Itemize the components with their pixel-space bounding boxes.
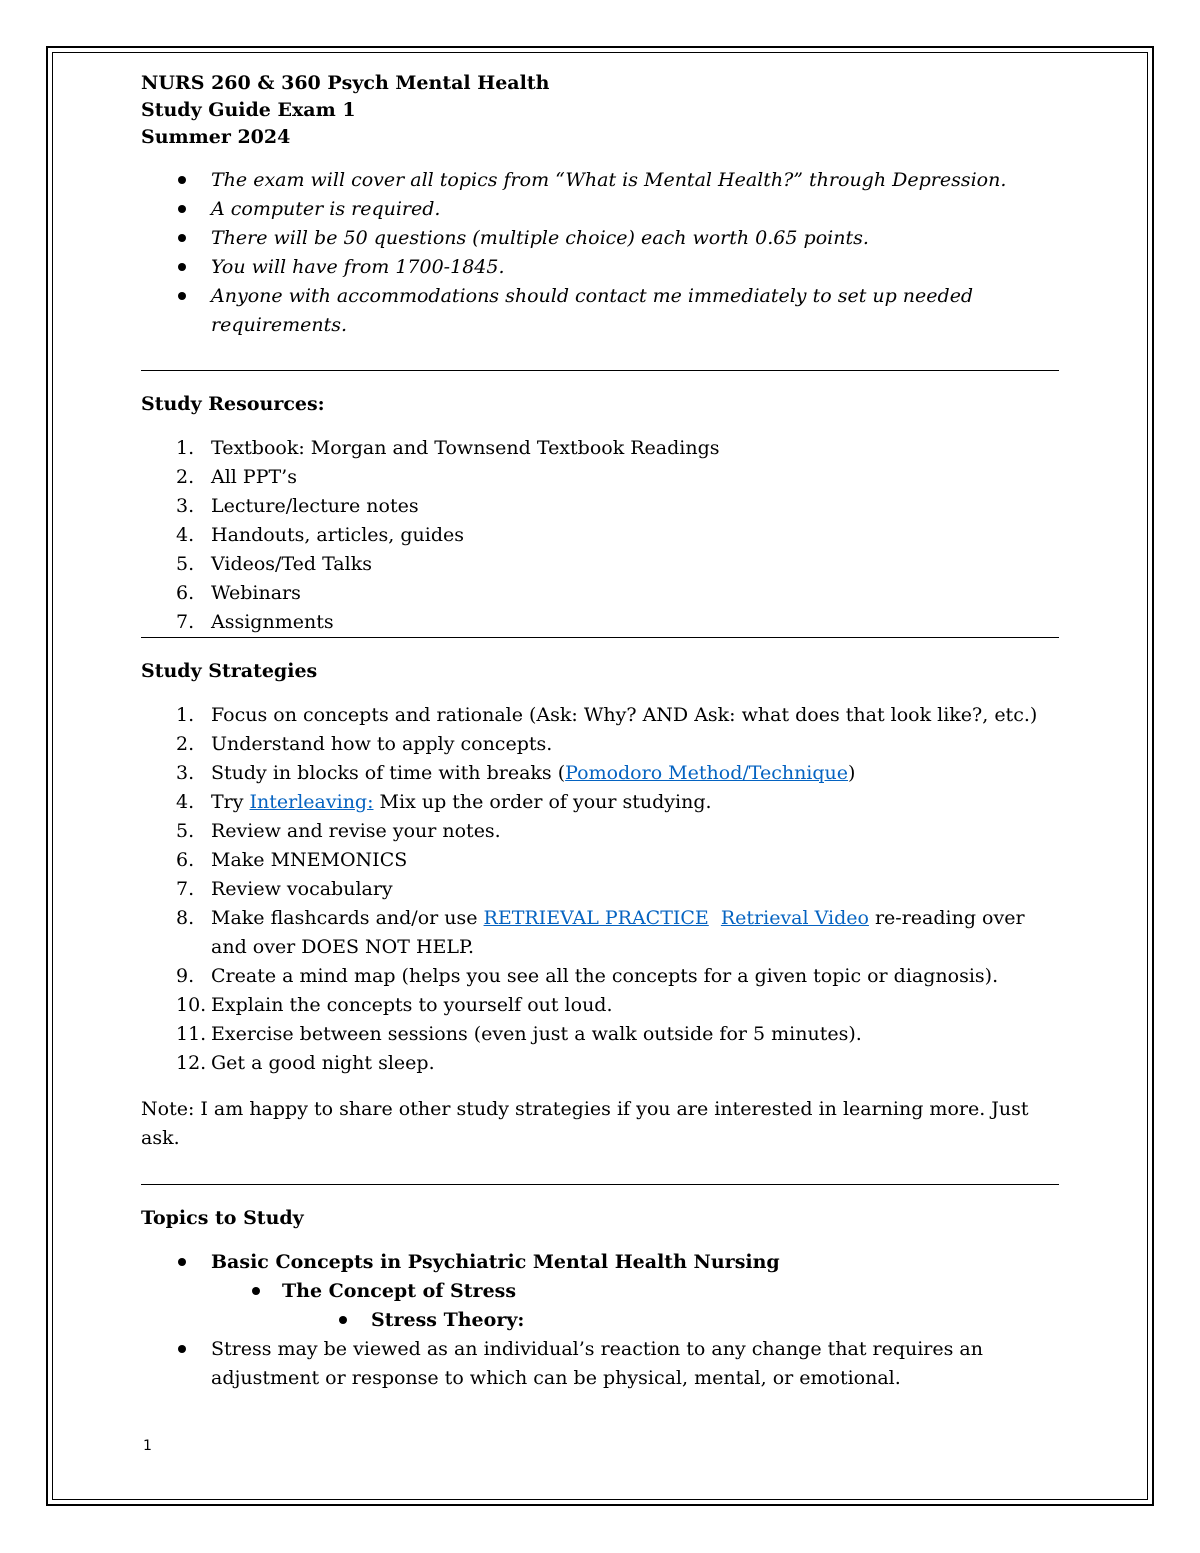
section-divider [141,1184,1059,1185]
list-item: 4. Try Interleaving: Mix up the order of your studying. [176,791,712,813]
list-item: Anyone with accommodations should contact me immediately to set up needed requirements. [141,282,1059,340]
list-item: Stress Theory: [141,1306,1059,1335]
list-item: 3. Lecture/lecture notes [176,495,419,517]
pomodoro-link[interactable]: Pomodoro Method/Technique [565,762,849,784]
bullet-icon [178,1258,186,1266]
list-item: 5. Review and revise your notes. [176,820,501,842]
section-divider [141,370,1059,371]
bullet-icon [178,176,186,184]
list-item: 2. Understand how to apply concepts. [176,733,553,755]
retrieval-practice-link[interactable]: RETRIEVAL PRACTICE [483,907,709,929]
list-item: 1. Textbook: Morgan and Townsend Textbook Readings [176,437,720,459]
list-item: 9. Create a mind map (helps you see all the concepts for a given topic or diagnosis). [176,965,999,987]
list-item: 6. Webinars [176,582,301,604]
topics-heading: Topics to Study [141,1207,304,1229]
list-item: The Concept of Stress [141,1277,1059,1306]
list-item: You will have from 1700-1845. [141,253,1059,282]
study-strategies-list [141,701,1059,1078]
list-item: 10. Explain the concepts to yourself out loud. [176,994,613,1016]
study-resources-list [141,434,1059,637]
list-item: 7. Review vocabulary [176,878,393,900]
list-item: 1. Focus on concepts and rationale (Ask: Why? AND Ask: what does that look like?, etc.) [176,704,1038,726]
list-item: Stress may be viewed as an individual’s reaction to any change that requires an adjustment or response to which can be physical, mental, or emotional. [141,1335,1059,1393]
list-item: There will be 50 questions (multiple choice) each worth 0.65 points. [141,224,1059,253]
list-item: 7. Assignments [176,611,334,633]
list-item: 5. Videos/Ted Talks [176,553,372,575]
list-item: Basic Concepts in Psychiatric Mental Health Nursing [141,1248,1059,1277]
bullet-icon [252,1287,260,1295]
guide-title: Study Guide Exam 1 [141,99,356,121]
list-item: The exam will cover all topics from “What is Mental Health?” through Depression. [141,166,1059,195]
topics-list [141,1248,1059,1393]
study-strategies-heading: Study Strategies [141,660,318,682]
bullet-icon [178,234,186,242]
term-title: Summer 2024 [141,126,291,148]
list-item: 4. Handouts, articles, guides [176,524,464,546]
exam-info-list [141,166,1059,340]
page-number: 1 [143,1438,152,1454]
list-item: A computer is required. [141,195,1059,224]
bullet-icon [178,263,186,271]
bullet-icon [178,1345,186,1353]
strategies-note: Note: I am happy to share other study strategies if you are interested in learning more. Just ask. [141,1098,1029,1149]
list-item: 2. All PPT’s [176,466,297,488]
bullet-icon [178,292,186,300]
list-item: 12. Get a good night sleep. [176,1052,435,1074]
course-title: NURS 260 & 360 Psych Mental Health [141,72,550,94]
retrieval-video-link[interactable]: Retrieval Video [720,907,869,929]
list-item: 3. Study in blocks of time with breaks (Pomodoro Method/Technique) [176,762,856,784]
section-divider [141,637,1059,638]
list-item: 8. Make flashcards and/or use RETRIEVAL PRACTICE Retrieval Video re-reading over and over DOES NOT HELP. [176,907,1025,958]
bullet-icon [339,1316,347,1324]
document-body [141,70,1059,1393]
list-item: 6. Make MNEMONICS [176,849,408,871]
study-resources-heading: Study Resources: [141,393,325,415]
interleaving-link[interactable]: Interleaving: [249,791,374,813]
bullet-icon [178,205,186,213]
list-item: 11. Exercise between sessions (even just a walk outside for 5 minutes). [176,1023,862,1045]
